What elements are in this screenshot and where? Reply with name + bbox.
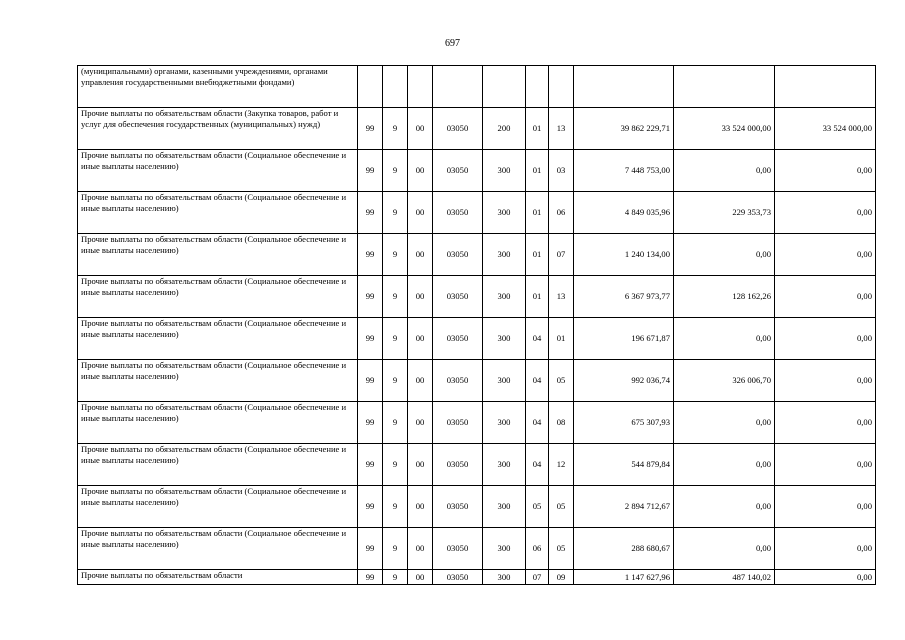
amount-year-2-cell xyxy=(674,66,775,108)
code-direction-cell: 00 xyxy=(408,234,433,276)
table-row xyxy=(78,150,876,192)
code-program-cell: 99 xyxy=(358,486,383,528)
amount-year-1-cell: 992 036,74 xyxy=(574,360,674,402)
row-description-cell: Прочие выплаты по обязательствам области (Социальное обеспечение и иные выплаты населению) xyxy=(78,276,358,318)
table-row xyxy=(78,570,876,585)
table-row xyxy=(78,276,876,318)
code-subsection-cell: 09 xyxy=(549,570,574,585)
code-program-cell: 99 xyxy=(358,402,383,444)
code-section-cell: 05 xyxy=(526,486,549,528)
row-description-cell: Прочие выплаты по обязательствам области (Социальное обеспечение и иные выплаты населению) xyxy=(78,360,358,402)
row-description-cell: Прочие выплаты по обязательствам области (Социальное обеспечение и иные выплаты населению) xyxy=(78,528,358,570)
code-subsection-cell: 05 xyxy=(549,360,574,402)
row-description-cell: Прочие выплаты по обязательствам области (Социальное обеспечение и иные выплаты населению) xyxy=(78,234,358,276)
code-expense-cell: 03050 xyxy=(433,360,483,402)
amount-year-1-cell: 675 307,93 xyxy=(574,402,674,444)
code-expense-type-cell: 300 xyxy=(483,192,526,234)
code-direction-cell: 00 xyxy=(408,108,433,150)
code-section-cell: 04 xyxy=(526,444,549,486)
amount-year-2-cell: 33 524 000,00 xyxy=(674,108,775,150)
code-section-cell: 07 xyxy=(526,570,549,585)
code-expense-type-cell: 300 xyxy=(483,234,526,276)
code-direction-cell: 00 xyxy=(408,318,433,360)
amount-year-3-cell: 0,00 xyxy=(775,276,876,318)
code-section-cell: 01 xyxy=(526,234,549,276)
code-direction-cell: 00 xyxy=(408,486,433,528)
table-row xyxy=(78,234,876,276)
amount-year-2-cell: 0,00 xyxy=(674,318,775,360)
row-description-cell: (муниципальными) органами, казенными учреждениями, органами управления государственными внебюджетными фондами) xyxy=(78,66,358,108)
code-subprogram-cell: 9 xyxy=(383,570,408,585)
amount-year-2-cell: 128 162,26 xyxy=(674,276,775,318)
amount-year-1-cell: 1 240 134,00 xyxy=(574,234,674,276)
code-program-cell: 99 xyxy=(358,276,383,318)
code-subprogram-cell: 9 xyxy=(383,276,408,318)
amount-year-1-cell: 7 448 753,00 xyxy=(574,150,674,192)
code-subsection-cell: 13 xyxy=(549,108,574,150)
code-expense-cell: 03050 xyxy=(433,108,483,150)
code-expense-cell: 03050 xyxy=(433,486,483,528)
amount-year-3-cell: 0,00 xyxy=(775,150,876,192)
amount-year-2-cell: 0,00 xyxy=(674,402,775,444)
code-expense-cell xyxy=(433,66,483,108)
code-expense-type-cell: 300 xyxy=(483,444,526,486)
row-description-cell: Прочие выплаты по обязательствам области (Социальное обеспечение и иные выплаты населению) xyxy=(78,192,358,234)
amount-year-3-cell: 0,00 xyxy=(775,402,876,444)
code-subsection-cell: 07 xyxy=(549,234,574,276)
table-body xyxy=(78,66,876,585)
code-section-cell: 06 xyxy=(526,528,549,570)
code-subprogram-cell xyxy=(383,66,408,108)
code-section-cell: 04 xyxy=(526,360,549,402)
page-number: 697 xyxy=(445,38,460,49)
amount-year-2-cell: 0,00 xyxy=(674,150,775,192)
amount-year-2-cell: 487 140,02 xyxy=(674,570,775,585)
amount-year-3-cell: 0,00 xyxy=(775,318,876,360)
code-program-cell: 99 xyxy=(358,360,383,402)
row-description-cell: Прочие выплаты по обязательствам области (Социальное обеспечение и иные выплаты населению) xyxy=(78,486,358,528)
code-program-cell: 99 xyxy=(358,528,383,570)
code-section-cell: 01 xyxy=(526,192,549,234)
code-expense-cell: 03050 xyxy=(433,570,483,585)
code-program-cell: 99 xyxy=(358,108,383,150)
code-expense-cell: 03050 xyxy=(433,528,483,570)
amount-year-3-cell: 0,00 xyxy=(775,234,876,276)
code-program-cell: 99 xyxy=(358,570,383,585)
code-direction-cell: 00 xyxy=(408,360,433,402)
code-expense-cell: 03050 xyxy=(433,150,483,192)
amount-year-2-cell: 0,00 xyxy=(674,528,775,570)
code-subprogram-cell: 9 xyxy=(383,150,408,192)
amount-year-3-cell: 0,00 xyxy=(775,360,876,402)
code-subprogram-cell: 9 xyxy=(383,486,408,528)
code-expense-cell: 03050 xyxy=(433,276,483,318)
code-subprogram-cell: 9 xyxy=(383,528,408,570)
amount-year-1-cell: 544 879,84 xyxy=(574,444,674,486)
amount-year-3-cell: 0,00 xyxy=(775,444,876,486)
amount-year-2-cell: 229 353,73 xyxy=(674,192,775,234)
table-row xyxy=(78,402,876,444)
row-description-cell: Прочие выплаты по обязательствам области (Социальное обеспечение и иные выплаты населению) xyxy=(78,150,358,192)
code-expense-type-cell: 300 xyxy=(483,486,526,528)
amount-year-2-cell: 0,00 xyxy=(674,234,775,276)
amount-year-3-cell xyxy=(775,66,876,108)
code-expense-type-cell: 300 xyxy=(483,360,526,402)
amount-year-1-cell: 196 671,87 xyxy=(574,318,674,360)
code-subprogram-cell: 9 xyxy=(383,360,408,402)
table-row xyxy=(78,108,876,150)
code-subprogram-cell: 9 xyxy=(383,108,408,150)
code-direction-cell: 00 xyxy=(408,402,433,444)
code-program-cell: 99 xyxy=(358,318,383,360)
table-row xyxy=(78,444,876,486)
code-subsection-cell: 05 xyxy=(549,486,574,528)
row-description-cell: Прочие выплаты по обязательствам области (Социальное обеспечение и иные выплаты населению) xyxy=(78,318,358,360)
code-expense-type-cell: 300 xyxy=(483,402,526,444)
code-direction-cell: 00 xyxy=(408,444,433,486)
code-subsection-cell: 12 xyxy=(549,444,574,486)
code-direction-cell: 00 xyxy=(408,150,433,192)
code-subprogram-cell: 9 xyxy=(383,444,408,486)
code-expense-type-cell: 300 xyxy=(483,528,526,570)
table-row xyxy=(78,66,876,108)
code-section-cell: 01 xyxy=(526,108,549,150)
code-subprogram-cell: 9 xyxy=(383,318,408,360)
code-subprogram-cell: 9 xyxy=(383,234,408,276)
row-description-cell: Прочие выплаты по обязательствам области (Социальное обеспечение и иные выплаты населению) xyxy=(78,402,358,444)
code-section-cell: 01 xyxy=(526,276,549,318)
code-direction-cell: 00 xyxy=(408,528,433,570)
code-section-cell: 04 xyxy=(526,318,549,360)
code-subprogram-cell: 9 xyxy=(383,192,408,234)
budget-table xyxy=(77,65,876,585)
code-expense-cell: 03050 xyxy=(433,318,483,360)
code-section-cell xyxy=(526,66,549,108)
code-subsection-cell: 01 xyxy=(549,318,574,360)
code-section-cell: 01 xyxy=(526,150,549,192)
code-program-cell: 99 xyxy=(358,234,383,276)
code-expense-type-cell: 200 xyxy=(483,108,526,150)
code-direction-cell: 00 xyxy=(408,276,433,318)
code-expense-type-cell xyxy=(483,66,526,108)
code-direction-cell xyxy=(408,66,433,108)
code-expense-cell: 03050 xyxy=(433,402,483,444)
amount-year-1-cell: 288 680,67 xyxy=(574,528,674,570)
amount-year-3-cell: 33 524 000,00 xyxy=(775,108,876,150)
code-subsection-cell: 03 xyxy=(549,150,574,192)
code-program-cell: 99 xyxy=(358,192,383,234)
amount-year-1-cell: 6 367 973,77 xyxy=(574,276,674,318)
row-description-cell: Прочие выплаты по обязательствам области (Социальное обеспечение и иные выплаты населению) xyxy=(78,444,358,486)
code-direction-cell: 00 xyxy=(408,192,433,234)
amount-year-2-cell: 0,00 xyxy=(674,486,775,528)
amount-year-3-cell: 0,00 xyxy=(775,528,876,570)
code-expense-type-cell: 300 xyxy=(483,318,526,360)
amount-year-2-cell: 326 006,70 xyxy=(674,360,775,402)
code-direction-cell: 00 xyxy=(408,570,433,585)
code-subsection-cell: 05 xyxy=(549,528,574,570)
code-subsection-cell: 13 xyxy=(549,276,574,318)
code-expense-type-cell: 300 xyxy=(483,150,526,192)
table-row xyxy=(78,360,876,402)
code-subsection-cell xyxy=(549,66,574,108)
code-program-cell: 99 xyxy=(358,150,383,192)
code-expense-type-cell: 300 xyxy=(483,570,526,585)
amount-year-1-cell: 39 862 229,71 xyxy=(574,108,674,150)
table-row xyxy=(78,486,876,528)
table-row xyxy=(78,192,876,234)
amount-year-2-cell: 0,00 xyxy=(674,444,775,486)
code-program-cell: 99 xyxy=(358,444,383,486)
table-row xyxy=(78,528,876,570)
code-section-cell: 04 xyxy=(526,402,549,444)
row-description-cell: Прочие выплаты по обязательствам области (Закупка товаров, работ и услуг для обеспечения государственных (муниципальных) нужд) xyxy=(78,108,358,150)
amount-year-3-cell: 0,00 xyxy=(775,570,876,585)
row-description-cell: Прочие выплаты по обязательствам области xyxy=(78,570,358,585)
amount-year-1-cell: 4 849 035,96 xyxy=(574,192,674,234)
amount-year-3-cell: 0,00 xyxy=(775,486,876,528)
amount-year-1-cell: 2 894 712,67 xyxy=(574,486,674,528)
amount-year-1-cell: 1 147 627,96 xyxy=(574,570,674,585)
amount-year-1-cell xyxy=(574,66,674,108)
code-expense-type-cell: 300 xyxy=(483,276,526,318)
code-subprogram-cell: 9 xyxy=(383,402,408,444)
code-expense-cell: 03050 xyxy=(433,192,483,234)
code-expense-cell: 03050 xyxy=(433,234,483,276)
table-row xyxy=(78,318,876,360)
code-program-cell xyxy=(358,66,383,108)
code-subsection-cell: 08 xyxy=(549,402,574,444)
code-expense-cell: 03050 xyxy=(433,444,483,486)
code-subsection-cell: 06 xyxy=(549,192,574,234)
amount-year-3-cell: 0,00 xyxy=(775,192,876,234)
